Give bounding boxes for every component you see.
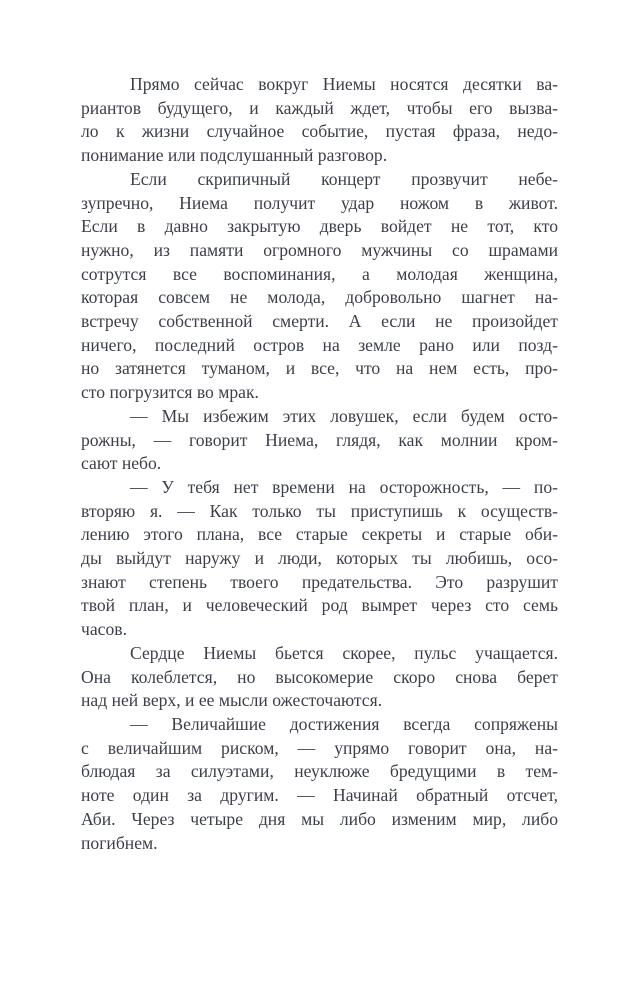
text-line: нужно, из памяти огромного мужчины со шрамами: [81, 239, 558, 260]
text-line: ды выйдут наружу и люди, которых ты любишь, осо-: [81, 548, 558, 569]
text-line: сают небо.: [81, 453, 162, 474]
text-line: — Величайшие достижения всегда сопряжены: [130, 713, 558, 734]
text-line: Аби. Через четыре дня мы либо изменим мир, либо: [81, 808, 558, 829]
text-line: с величайшим риском, — упрямо говорит она, на-: [81, 737, 558, 758]
text-line: но затянется туманом, и все, что на нем есть, про-: [81, 358, 558, 379]
text-line: Если скрипичный концерт прозвучит небе-: [130, 168, 558, 189]
text-line: ноте один за другим. — Начинай обратный отсчет,: [81, 785, 558, 806]
text-line: Если в давно закрытую дверь войдет не тот, кто: [81, 216, 558, 237]
text-line: знают степень твоего предательства. Это разрушит: [81, 571, 558, 592]
text-line: которая совсем не молода, добровольно шагнет на-: [81, 287, 558, 308]
text-line: риантов будущего, и каждый ждет, чтобы его вызва-: [81, 97, 558, 118]
text-line: ло к жизни случайное событие, пустая фраза, недо-: [81, 121, 558, 142]
text-line: Она колеблется, но высокомерие скоро снова берет: [81, 666, 558, 687]
text-line: лению этого плана, все старые секреты и старые оби-: [81, 524, 558, 545]
text-line: вторяю я. — Как только ты приступишь к осуществ-: [81, 500, 558, 521]
text-line: понимание или подслушанный разговор.: [81, 145, 388, 166]
text-line: — У тебя нет времени на осторожность, — по-: [130, 476, 558, 497]
text-line: сотрутся все воспоминания, а молодая женщина,: [81, 263, 558, 284]
text-line: часов.: [81, 619, 127, 640]
paragraph: [81, 73, 558, 168]
text-line: ничего, последний остров на земле рано или позд-: [81, 334, 558, 355]
paragraph: [81, 642, 558, 713]
text-line: погибнем.: [81, 832, 158, 853]
text-line: твой план, и человеческий род вымрет через сто семь: [81, 595, 558, 616]
page-text-block: [81, 73, 558, 855]
paragraph: [81, 168, 558, 405]
paragraph: [81, 713, 558, 855]
text-line: Сердце Ниемы бьется скорее, пульс учащается.: [130, 642, 558, 663]
paragraph: [81, 405, 558, 476]
text-line: зупречно, Ниема получит удар ножом в живот.: [81, 192, 558, 213]
text-line: сто погрузится во мрак.: [81, 382, 259, 403]
text-line: рожны, — говорит Ниема, глядя, как молнии кром-: [81, 429, 558, 450]
text-line: блюдая за силуэтами, неуклюже бредущими в тем-: [81, 761, 558, 782]
paragraph: [81, 476, 558, 642]
text-line: — Мы избежим этих ловушек, если будем осто-: [130, 405, 558, 426]
text-line: над ней верх, и ее мысли ожесточаются.: [81, 690, 383, 711]
text-line: Прямо сейчас вокруг Ниемы носятся десятки ва-: [130, 74, 558, 94]
text-line: встречу собственной смерти. А если не произойдет: [81, 311, 558, 332]
